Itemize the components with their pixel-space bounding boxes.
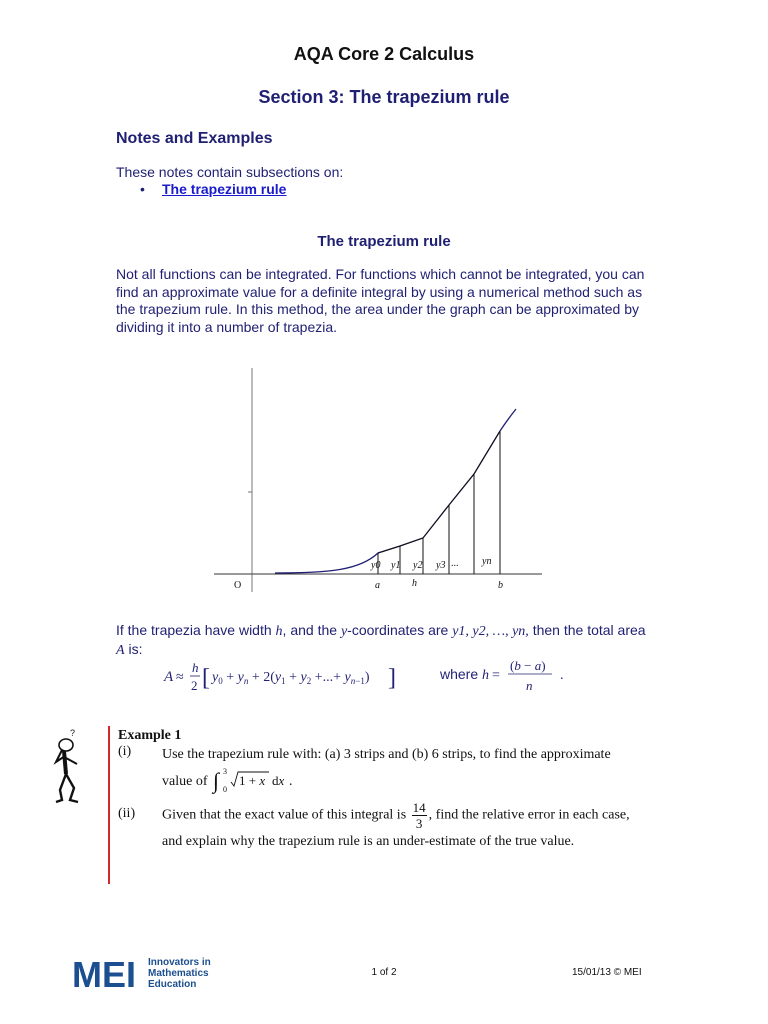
subsection-link-trapezium-rule[interactable]: The trapezium rule (162, 181, 287, 197)
svg-text:Mathematics: Mathematics (148, 968, 209, 979)
example-marker-bar (108, 726, 110, 884)
label-h: h (412, 578, 417, 589)
svg-text:3: 3 (222, 767, 227, 776)
svg-text:]: ] (388, 665, 396, 691)
example-1 (118, 728, 658, 849)
h-formula (478, 653, 578, 697)
subsection-heading: The trapezium rule (317, 233, 451, 250)
section-title: Section 3: The trapezium rule (258, 87, 510, 107)
widths-text-3: -coordinates are (347, 622, 449, 638)
label-y3: y3 (436, 560, 446, 571)
svg-text:=: = (492, 668, 500, 683)
area-formula (160, 655, 410, 699)
svg-text:A: A (164, 669, 174, 685)
label-y2: y2 (413, 560, 423, 571)
subsection-list (140, 181, 286, 197)
where-label: where (440, 666, 479, 682)
notes-intro: These notes contain subsections on: (116, 164, 344, 180)
page-number: 1 of 2 (371, 967, 397, 978)
bullet-icon: • (140, 181, 145, 197)
svg-text:2: 2 (191, 678, 198, 693)
label-b: b (498, 580, 503, 591)
label-y0: y0 (371, 560, 381, 571)
svg-text:∫: ∫ (212, 768, 220, 793)
footer-date: 15/01/13 © MEI (572, 967, 642, 978)
curve (275, 409, 516, 573)
svg-text:?: ? (70, 728, 76, 738)
example-title: Example 1 (118, 728, 182, 743)
widths-text-5: is: (128, 640, 143, 657)
widths-text-4: then the total area (532, 622, 646, 638)
part-ii-text: Given that the exact value of this integral is $\frac{14}{3}$ , find the relative error in each case, and explain why the trapezium rule is an under-estimate of the true value. (162, 800, 630, 849)
svg-text:0: 0 (222, 785, 227, 794)
notes-heading: Notes and Examples (116, 130, 273, 147)
label-yn: yn (482, 556, 492, 567)
svg-text:h: h (482, 668, 489, 683)
label-y1: y1 (391, 560, 401, 571)
svg-text:h: h (192, 660, 199, 675)
chords (378, 431, 500, 553)
part-i-number: (i) (118, 744, 132, 759)
part-i-text: Use the trapezium rule with: (a) 3 strips and (b) 6 strips, to find the approximate value of ∫ 3 0 1 + x dx . (162, 747, 611, 794)
widths-text-1: If the trapezia have width (116, 622, 272, 638)
part-ii-number: (ii) (118, 806, 136, 821)
y-coordinates: y1, y2, …, yn, (452, 624, 529, 639)
svg-text:1 + x: 1 + x (238, 773, 266, 788)
label-a: a (375, 580, 380, 591)
svg-text:MEI: MEI (72, 955, 137, 991)
label-ellipsis: ... (451, 558, 459, 569)
exact-value-fraction: $\frac{14}{3}$ (412, 800, 426, 831)
svg-text:.: . (560, 668, 564, 683)
integral-expression (211, 766, 289, 794)
svg-text:Innovators in: Innovators in (148, 957, 211, 968)
svg-text:dx: dx (271, 773, 285, 788)
svg-text:≈: ≈ (176, 670, 184, 685)
widths-text-2: , and the (282, 622, 338, 638)
document-title: AQA Core 2 Calculus (293, 44, 475, 64)
trapezium-diagram (210, 362, 550, 598)
area-variable: A (116, 642, 125, 658)
origin-label: O (234, 580, 242, 591)
y-variable: y (340, 624, 348, 639)
intro-paragraph: Not all functions can be integrated. For functions which cannot be integrated, you can find an approximate value for a definite integral by using a numerical method such as the trapezium rule. In this method, the area under the graph can be approximated by dividing it into a number of trapezia. (116, 266, 645, 335)
svg-text:(b − a): (b − a) (510, 658, 546, 673)
svg-text:[: [ (202, 665, 210, 691)
svg-text:Education: Education (148, 979, 197, 990)
thinking-figure-icon (50, 726, 90, 806)
svg-text:y0 + yn + 2(y1 + y2 +...+ yn−1: $y_0 + y_n + 2(y_1 + y_2$ +...+ $y_n-1$) (212, 670, 370, 686)
width-variable: h (275, 624, 283, 639)
svg-text:n: n (526, 678, 533, 693)
